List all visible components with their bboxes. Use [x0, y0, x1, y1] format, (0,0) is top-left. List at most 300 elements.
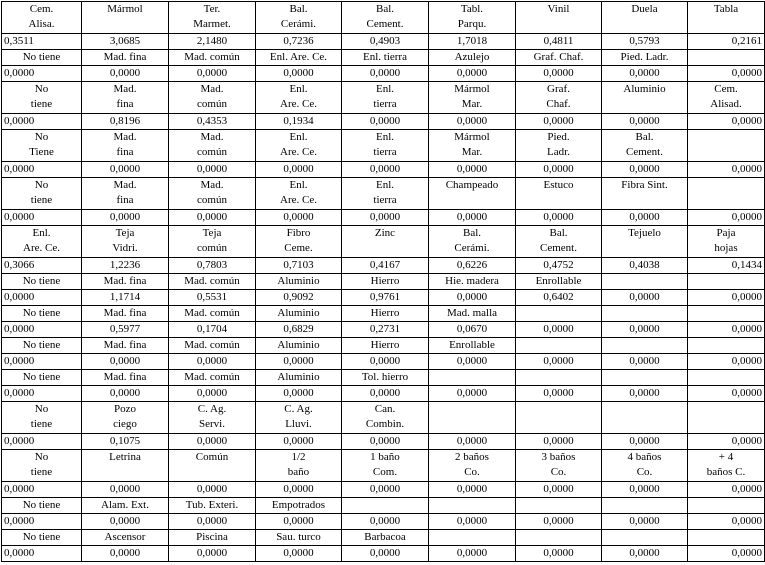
table-body	[2, 2, 765, 562]
value-cell: 0,0000	[2, 386, 82, 402]
value-cell: 0,0000	[342, 114, 429, 130]
label-cell	[82, 498, 169, 514]
label-cell	[2, 498, 82, 514]
label-cell	[429, 370, 516, 386]
label-cell	[169, 338, 256, 354]
value-cell: 0,8196	[82, 114, 169, 130]
label-cell	[256, 178, 342, 210]
label-line: Parqu.	[457, 18, 487, 30]
label-line: Zinc	[374, 227, 396, 239]
value-cell: 0,0000	[602, 386, 688, 402]
label-cell	[169, 130, 256, 162]
label-cell	[602, 306, 688, 322]
value-cell: 0,0000	[429, 66, 516, 82]
value-row	[2, 290, 765, 306]
label-cell	[342, 178, 429, 210]
label-cell	[256, 2, 342, 34]
label-line: 1 baño	[370, 451, 400, 463]
label-cell	[688, 450, 765, 482]
value-cell: 0,0000	[688, 162, 765, 178]
label-cell	[256, 530, 342, 546]
label-row	[2, 50, 765, 66]
label-cell	[2, 178, 82, 210]
value-row	[2, 434, 765, 450]
value-cell: 0,0000	[429, 114, 516, 130]
label-cell	[342, 226, 429, 258]
value-cell: 0,2161	[688, 34, 765, 50]
label-line: fina	[116, 98, 134, 110]
label-cell	[82, 402, 169, 434]
value-cell: 1,7018	[429, 34, 516, 50]
label-row	[2, 226, 765, 258]
label-line: Tabla	[713, 3, 739, 15]
label-line: Pied.	[547, 131, 570, 143]
label-cell	[688, 82, 765, 114]
value-cell: 0,0000	[2, 322, 82, 338]
label-line: tiene	[30, 98, 53, 110]
label-cell	[342, 274, 429, 290]
label-line: Mad. fina	[103, 371, 147, 383]
label-cell	[688, 530, 765, 546]
label-line: No tiene	[22, 371, 61, 383]
label-cell	[256, 402, 342, 434]
label-cell	[2, 82, 82, 114]
label-line: Bal.	[375, 3, 395, 15]
label-cell	[429, 338, 516, 354]
value-cell: 0,0000	[516, 546, 602, 562]
value-cell: 0,0000	[256, 210, 342, 226]
label-line: Aluminio	[277, 307, 320, 319]
label-line: común	[197, 194, 227, 206]
label-cell	[82, 178, 169, 210]
label-row	[2, 450, 765, 482]
label-line: Paja	[716, 227, 736, 239]
label-line: Hierro	[370, 275, 400, 287]
label-line: Are. Ce.	[280, 98, 317, 110]
value-cell: 0,0000	[516, 434, 602, 450]
label-line: No	[34, 451, 49, 463]
value-cell: 0,0000	[602, 322, 688, 338]
label-cell	[342, 82, 429, 114]
value-cell: 0,7103	[256, 258, 342, 274]
label-cell	[169, 178, 256, 210]
label-cell	[688, 2, 765, 34]
label-cell	[688, 50, 765, 66]
label-line: Barbacoa	[364, 531, 406, 543]
label-line: Tiene	[29, 146, 54, 158]
value-cell: 0,0000	[516, 386, 602, 402]
label-cell	[2, 226, 82, 258]
value-cell: 0,9761	[342, 290, 429, 306]
label-line: tiene	[30, 418, 53, 430]
value-cell: 0,0000	[82, 162, 169, 178]
label-cell	[429, 274, 516, 290]
value-cell: 0,0000	[429, 210, 516, 226]
label-line: Hie. madera	[445, 275, 499, 287]
label-cell	[516, 82, 602, 114]
value-cell: 0,0000	[169, 354, 256, 370]
label-line: fina	[116, 146, 134, 158]
label-cell	[256, 370, 342, 386]
label-line: Bal.	[462, 227, 482, 239]
label-cell	[602, 274, 688, 290]
value-cell: 0,0000	[2, 162, 82, 178]
label-row	[2, 338, 765, 354]
label-line: Mármol	[454, 131, 490, 143]
value-cell: 0,0000	[342, 210, 429, 226]
label-line: 2 baños	[455, 451, 489, 463]
label-cell	[688, 226, 765, 258]
value-cell: 1,1714	[82, 290, 169, 306]
value-cell: 0,0000	[688, 322, 765, 338]
value-cell: 0,0000	[688, 66, 765, 82]
label-cell	[2, 338, 82, 354]
label-line: Servi.	[199, 418, 225, 430]
label-cell	[169, 306, 256, 322]
label-line: No	[34, 403, 49, 415]
label-line: No tiene	[22, 499, 61, 511]
label-cell	[429, 402, 516, 434]
label-line: Fibra Sint.	[621, 179, 668, 191]
value-cell: 0,0000	[516, 514, 602, 530]
value-cell: 0,0000	[602, 482, 688, 498]
label-line: Mármol	[107, 3, 143, 15]
value-cell: 0,0000	[169, 210, 256, 226]
label-line: Enl. tierra	[363, 51, 407, 63]
label-line: Mar.	[461, 146, 483, 158]
label-line: Marmet.	[193, 18, 231, 30]
value-row	[2, 66, 765, 82]
label-line: Mad. fina	[103, 339, 147, 351]
value-cell: 0,0000	[2, 114, 82, 130]
value-cell: 0,0000	[342, 514, 429, 530]
label-line: Empotrados	[271, 499, 326, 511]
label-line: Ceme.	[284, 242, 313, 254]
label-line: Ter.	[203, 3, 221, 15]
value-cell: 0,0000	[82, 386, 169, 402]
value-cell: 0,6829	[256, 322, 342, 338]
value-cell: 0,0000	[688, 434, 765, 450]
label-row	[2, 402, 765, 434]
label-line: tierra	[373, 194, 397, 206]
label-line: Cement.	[626, 146, 663, 158]
label-line: Bal.	[549, 227, 568, 239]
value-cell: 0,0000	[256, 354, 342, 370]
value-cell: 0,0000	[602, 514, 688, 530]
label-cell	[516, 370, 602, 386]
label-line: común	[197, 98, 227, 110]
label-cell	[516, 306, 602, 322]
label-line: Tejuelo	[628, 227, 661, 239]
label-line: Com.	[372, 466, 398, 478]
label-line: fina	[116, 194, 134, 206]
value-cell: 0,0000	[516, 162, 602, 178]
value-cell: 0,0000	[516, 482, 602, 498]
value-cell: 0,4752	[516, 258, 602, 274]
label-line: No	[34, 131, 49, 143]
label-cell	[429, 50, 516, 66]
label-line: ciego	[113, 418, 137, 430]
value-cell: 0,1704	[169, 322, 256, 338]
value-cell: 0,0000	[516, 210, 602, 226]
value-cell: 0,9092	[256, 290, 342, 306]
label-cell	[342, 530, 429, 546]
value-cell: 0,0000	[688, 546, 765, 562]
label-line: Sau. turco	[276, 531, 321, 543]
label-cell	[516, 498, 602, 514]
value-cell: 0,0000	[602, 546, 688, 562]
value-cell: 0,0000	[342, 482, 429, 498]
label-cell	[82, 2, 169, 34]
label-line: Are. Ce.	[280, 146, 317, 158]
label-cell	[602, 50, 688, 66]
value-cell: 0,0000	[688, 114, 765, 130]
label-line: común	[197, 146, 227, 158]
label-cell	[82, 370, 169, 386]
value-cell: 0,0670	[429, 322, 516, 338]
label-cell	[82, 50, 169, 66]
value-cell: 0,1934	[256, 114, 342, 130]
value-cell: 0,4353	[169, 114, 256, 130]
label-line: Mad.	[200, 131, 224, 143]
value-cell: 0,6402	[516, 290, 602, 306]
label-cell	[602, 130, 688, 162]
value-cell: 0,0000	[342, 162, 429, 178]
label-cell	[516, 274, 602, 290]
label-line: Mad.	[113, 179, 137, 191]
label-cell	[169, 2, 256, 34]
value-cell: 0,0000	[342, 66, 429, 82]
value-cell: 0,0000	[169, 514, 256, 530]
label-line: Fibro	[286, 227, 311, 239]
label-cell	[516, 338, 602, 354]
value-cell: 0,0000	[342, 386, 429, 402]
value-cell: 0,0000	[342, 546, 429, 562]
label-line: 4 baños	[627, 451, 662, 463]
label-cell	[82, 450, 169, 482]
value-cell: 0,0000	[688, 290, 765, 306]
label-line: baño	[287, 466, 310, 478]
value-cell: 0,2731	[342, 322, 429, 338]
label-line: No tiene	[22, 339, 61, 351]
label-cell	[516, 50, 602, 66]
label-cell	[82, 530, 169, 546]
label-line: No	[34, 83, 49, 95]
label-line: Alisa.	[28, 18, 55, 30]
label-cell	[429, 178, 516, 210]
value-cell: 0,6226	[429, 258, 516, 274]
label-line: Mad.	[200, 179, 224, 191]
value-cell: 0,0000	[169, 482, 256, 498]
label-line: Letrina	[109, 451, 141, 463]
label-cell	[2, 274, 82, 290]
value-cell: 0,0000	[602, 354, 688, 370]
label-line: No	[34, 179, 49, 191]
label-line: Mad. común	[184, 339, 240, 351]
label-line: Mad. fina	[103, 51, 147, 63]
value-cell: 0,0000	[82, 66, 169, 82]
label-line: Teja	[115, 227, 135, 239]
label-cell	[429, 450, 516, 482]
label-line: No tiene	[22, 51, 61, 63]
label-line: común	[197, 242, 227, 254]
value-cell: 0,0000	[169, 434, 256, 450]
value-row	[2, 258, 765, 274]
label-cell	[342, 450, 429, 482]
value-cell: 0,0000	[602, 114, 688, 130]
label-cell	[429, 498, 516, 514]
label-cell	[169, 402, 256, 434]
value-cell: 0,7236	[256, 34, 342, 50]
label-line: Enl. Are. Ce.	[269, 51, 328, 63]
value-cell: 3,0685	[82, 34, 169, 50]
value-cell: 0,0000	[516, 66, 602, 82]
value-cell: 0,0000	[516, 322, 602, 338]
value-cell: 0,0000	[688, 210, 765, 226]
label-line: Enl.	[375, 179, 395, 191]
label-cell	[688, 338, 765, 354]
value-row	[2, 386, 765, 402]
label-line: Graf.	[547, 83, 570, 95]
label-line: No tiene	[22, 275, 61, 287]
label-cell	[169, 530, 256, 546]
label-cell	[516, 2, 602, 34]
label-line: hojas	[714, 242, 738, 254]
value-cell: 0,0000	[256, 434, 342, 450]
label-cell	[169, 226, 256, 258]
value-cell: 0,0000	[2, 434, 82, 450]
label-line: Teja	[202, 227, 222, 239]
label-line: Tol. hierro	[361, 371, 409, 383]
label-cell	[342, 2, 429, 34]
label-line: Alam. Ext.	[101, 499, 149, 511]
value-cell: 0,5793	[602, 34, 688, 50]
label-line: Aluminio	[277, 275, 320, 287]
label-line: Mad.	[113, 83, 137, 95]
label-cell	[342, 498, 429, 514]
label-cell	[688, 402, 765, 434]
label-line: 1/2	[291, 451, 306, 463]
label-cell	[602, 82, 688, 114]
label-line: Bal.	[635, 131, 654, 143]
value-cell: 0,0000	[342, 354, 429, 370]
label-line: Bal.	[289, 3, 308, 15]
label-cell	[256, 338, 342, 354]
label-line: Can.	[374, 403, 396, 415]
label-line: Tabl.	[460, 3, 484, 15]
label-cell	[602, 178, 688, 210]
label-line: Tub. Exteri.	[185, 499, 239, 511]
label-line: Mar.	[461, 98, 483, 110]
label-line: 3 baños	[541, 451, 576, 463]
value-cell: 0,0000	[256, 162, 342, 178]
value-cell: 0,0000	[2, 514, 82, 530]
label-line: Champeado	[445, 179, 499, 191]
label-cell	[256, 50, 342, 66]
label-line: Enl.	[289, 131, 308, 143]
value-cell: 0,0000	[256, 546, 342, 562]
value-cell: 2,1480	[169, 34, 256, 50]
value-cell: 0,3066	[2, 258, 82, 274]
label-line: Hierro	[370, 307, 400, 319]
value-cell: 0,5977	[82, 322, 169, 338]
value-cell: 0,0000	[82, 354, 169, 370]
label-row	[2, 306, 765, 322]
label-line: tiene	[30, 466, 53, 478]
label-cell	[429, 82, 516, 114]
label-line: Alisad.	[710, 98, 742, 110]
label-cell	[688, 274, 765, 290]
label-cell	[169, 82, 256, 114]
label-cell	[82, 306, 169, 322]
label-line: Mad. malla	[446, 307, 498, 319]
label-line: tiene	[30, 194, 53, 206]
label-cell	[82, 338, 169, 354]
label-line: Aluminio	[277, 339, 320, 351]
label-line: Mad. fina	[103, 275, 147, 287]
label-cell	[2, 2, 82, 34]
label-line: Cem.	[714, 83, 738, 95]
label-cell	[688, 370, 765, 386]
label-line: Aluminio	[277, 371, 320, 383]
label-line: Mad.	[113, 131, 137, 143]
label-cell	[82, 226, 169, 258]
label-row	[2, 130, 765, 162]
label-cell	[602, 530, 688, 546]
value-cell: 0,0000	[256, 482, 342, 498]
label-cell	[342, 402, 429, 434]
label-cell	[169, 450, 256, 482]
label-cell	[169, 370, 256, 386]
value-cell: 0,0000	[256, 514, 342, 530]
value-cell: 0,0000	[688, 514, 765, 530]
value-cell: 0,0000	[429, 514, 516, 530]
label-cell	[256, 450, 342, 482]
label-line: Común	[195, 451, 229, 463]
label-line: Are. Ce.	[280, 194, 317, 206]
label-line: tierra	[373, 146, 397, 158]
value-cell: 0,0000	[429, 386, 516, 402]
label-line: Pozo	[114, 403, 136, 415]
label-cell	[429, 2, 516, 34]
label-cell	[2, 370, 82, 386]
label-cell	[516, 530, 602, 546]
value-cell: 0,0000	[429, 290, 516, 306]
label-cell	[516, 226, 602, 258]
label-cell	[342, 50, 429, 66]
value-cell: 0,0000	[342, 434, 429, 450]
label-cell	[342, 306, 429, 322]
value-cell: 0,0000	[429, 354, 516, 370]
label-line: Enrollable	[449, 339, 495, 351]
value-cell: 0,4811	[516, 34, 602, 50]
label-cell	[256, 498, 342, 514]
value-cell: 0,0000	[256, 66, 342, 82]
label-line: Enl.	[375, 131, 395, 143]
label-cell	[2, 306, 82, 322]
label-cell	[688, 130, 765, 162]
label-cell	[82, 130, 169, 162]
value-cell: 0,0000	[688, 386, 765, 402]
value-row	[2, 210, 765, 226]
label-cell	[256, 130, 342, 162]
label-line: Chaf.	[546, 98, 571, 110]
label-cell	[256, 274, 342, 290]
label-cell	[602, 370, 688, 386]
value-cell: 0,0000	[169, 386, 256, 402]
label-cell	[256, 226, 342, 258]
value-cell: 0,4038	[602, 258, 688, 274]
